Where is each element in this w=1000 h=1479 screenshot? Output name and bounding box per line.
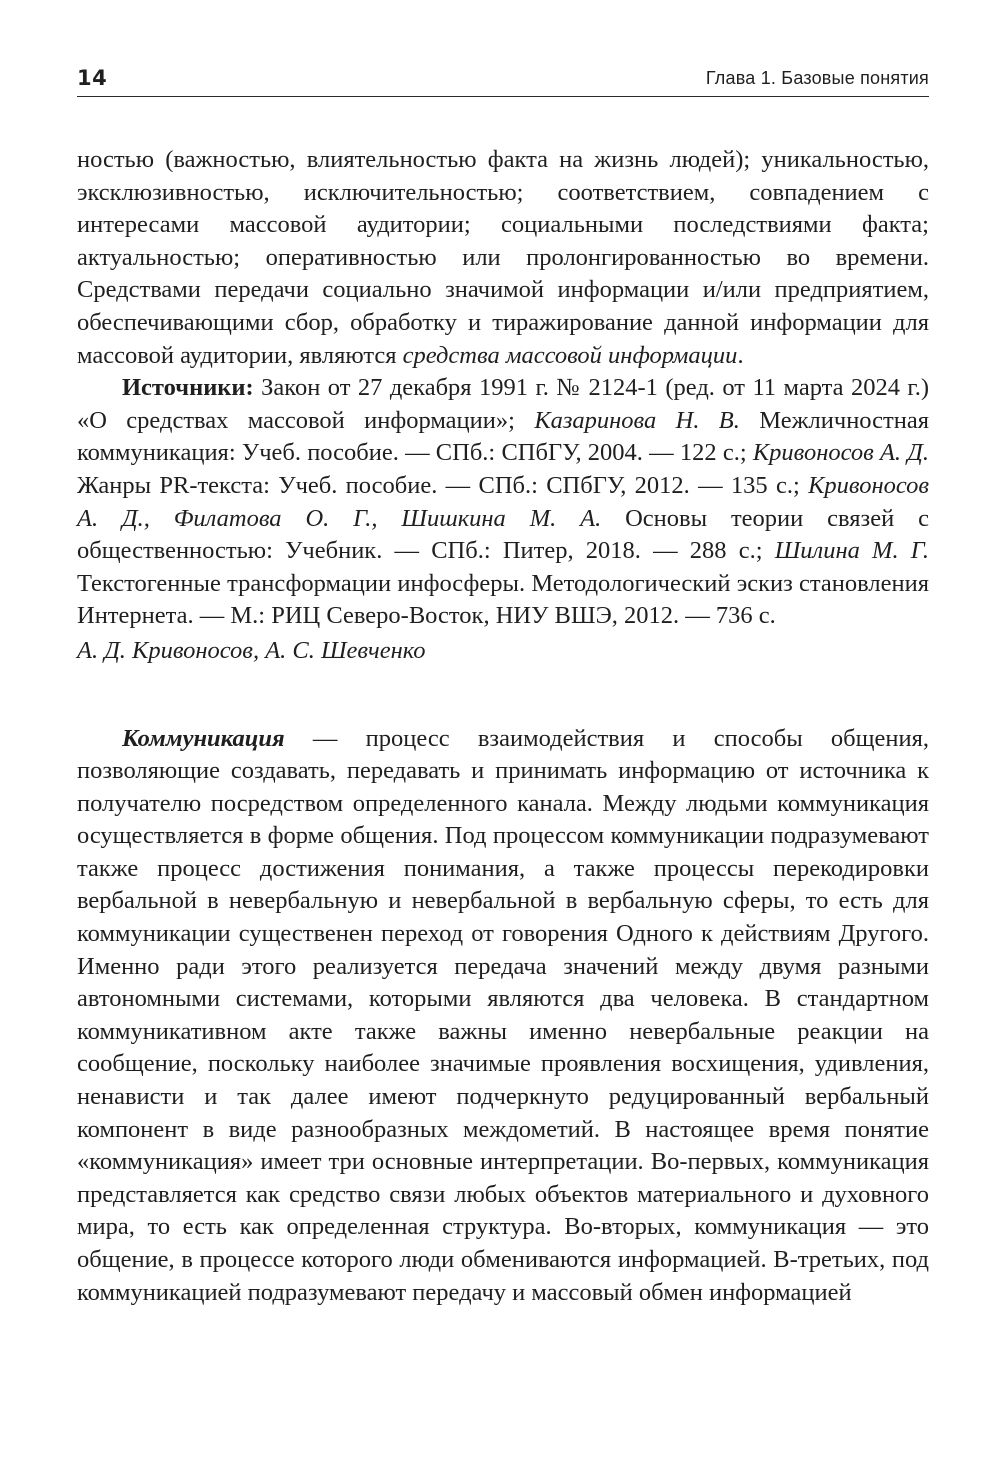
- source-text: Межличностная коммуникация: Учеб. пособие. — СПб.: СПбГУ, 2004. — 122 с.;: [77, 406, 930, 467]
- source-author: Казаринова Н. В.: [534, 406, 740, 434]
- source-author: Кривоносов А. Д., Филатова О. Г., Шишкина М. А.: [77, 471, 929, 532]
- entry-paragraph: [77, 723, 929, 1310]
- running-head: Глава 1. Базовые понятия: [705, 68, 929, 88]
- entry-separator: [77, 668, 929, 723]
- entry-authors: А. Д. Кривоносов, А. С. Шевченко: [77, 636, 426, 664]
- source-author: Кривоносов А. Д.: [752, 439, 929, 467]
- source-text: Текстогенные трансформации инфосферы. Методологический эскиз становления Интернета. — М.: РИЦ Северо-Восток, НИУ ВШЭ, 2012. — 736 с.: [77, 569, 929, 630]
- source-text: Закон от 27 декабря 1991 г. № 2124-1 (ред. от 11 марта 2024 г.) «О средствах массовой информации»;: [77, 374, 929, 434]
- italic-term: средства массовой информации: [402, 341, 738, 369]
- page-header: [77, 64, 929, 97]
- source-author: Шилина М. Г.: [774, 537, 929, 565]
- paragraph-continuation: [77, 144, 929, 372]
- page-number: 14: [77, 66, 108, 90]
- sources-paragraph: [77, 372, 929, 633]
- entry-term: Коммуникация: [122, 724, 285, 752]
- source-text: Основы теории связей с общественностью: Учебник. — СПб.: Питер, 2018. — 288 с.;: [77, 504, 929, 565]
- body-text: [77, 144, 929, 1309]
- paragraph-end: .: [737, 341, 744, 369]
- sources-label: Источники:: [122, 374, 254, 402]
- paragraph-text: ностью (важностью, влиятельностью факта на жизнь людей); уникальностью, эксклюзивностью, исключительностью; соответствием, совпадением с интересами массовой аудитории; социальными последствиями факта; актуальностью; оперативностью или пролонгированностью во времени. Средствами передачи социально значимой информации и/или предприятием, обеспечивающими сбор, обработку и тиражирование данной информации для массовой аудитории, являются: [77, 146, 929, 369]
- entry-text: — процесс взаимодействия и способы общения, позволяющие создавать, передавать и принимать информацию от источника к получателю посредством определенного канала. Между людьми коммуникация осуществляется в форме общения. Под процессом коммуникации подразумевают также процесс достижения понимания, а также процессы перекодировки вербальной в невербальную и невербальной в вербальную сферы, то есть для коммуникации существенен переход от говорения Одного к действиям Другого. Именно ради этого реализуется передача значений между двумя разными автономными системами, которыми являются два человека. В стандартном коммуникативном акте также важны именно невербальные реакции на сообщение, поскольку наиболее значимые проявления восхищения, удивления, ненависти и так далее имеют подчеркнуто редуцированный вербальный компонент в виде разнообразных междометий. В настоящее время понятие «коммуникация» имеет три основные интерпретации. Во-первых, коммуникация представляется как средство связи любых объектов материального и духовного мира, то есть как определенная структура. Во-вторых, коммуникация — это общение, в процессе которого люди обмениваются информацией. В-третьих, под коммуникацией подразумевают передачу и массовый обмен информацией: [77, 724, 929, 1306]
- source-text: Жанры PR-текста: Учеб. пособие. — СПб.: СПбГУ, 2012. — 135 с.;: [77, 471, 809, 499]
